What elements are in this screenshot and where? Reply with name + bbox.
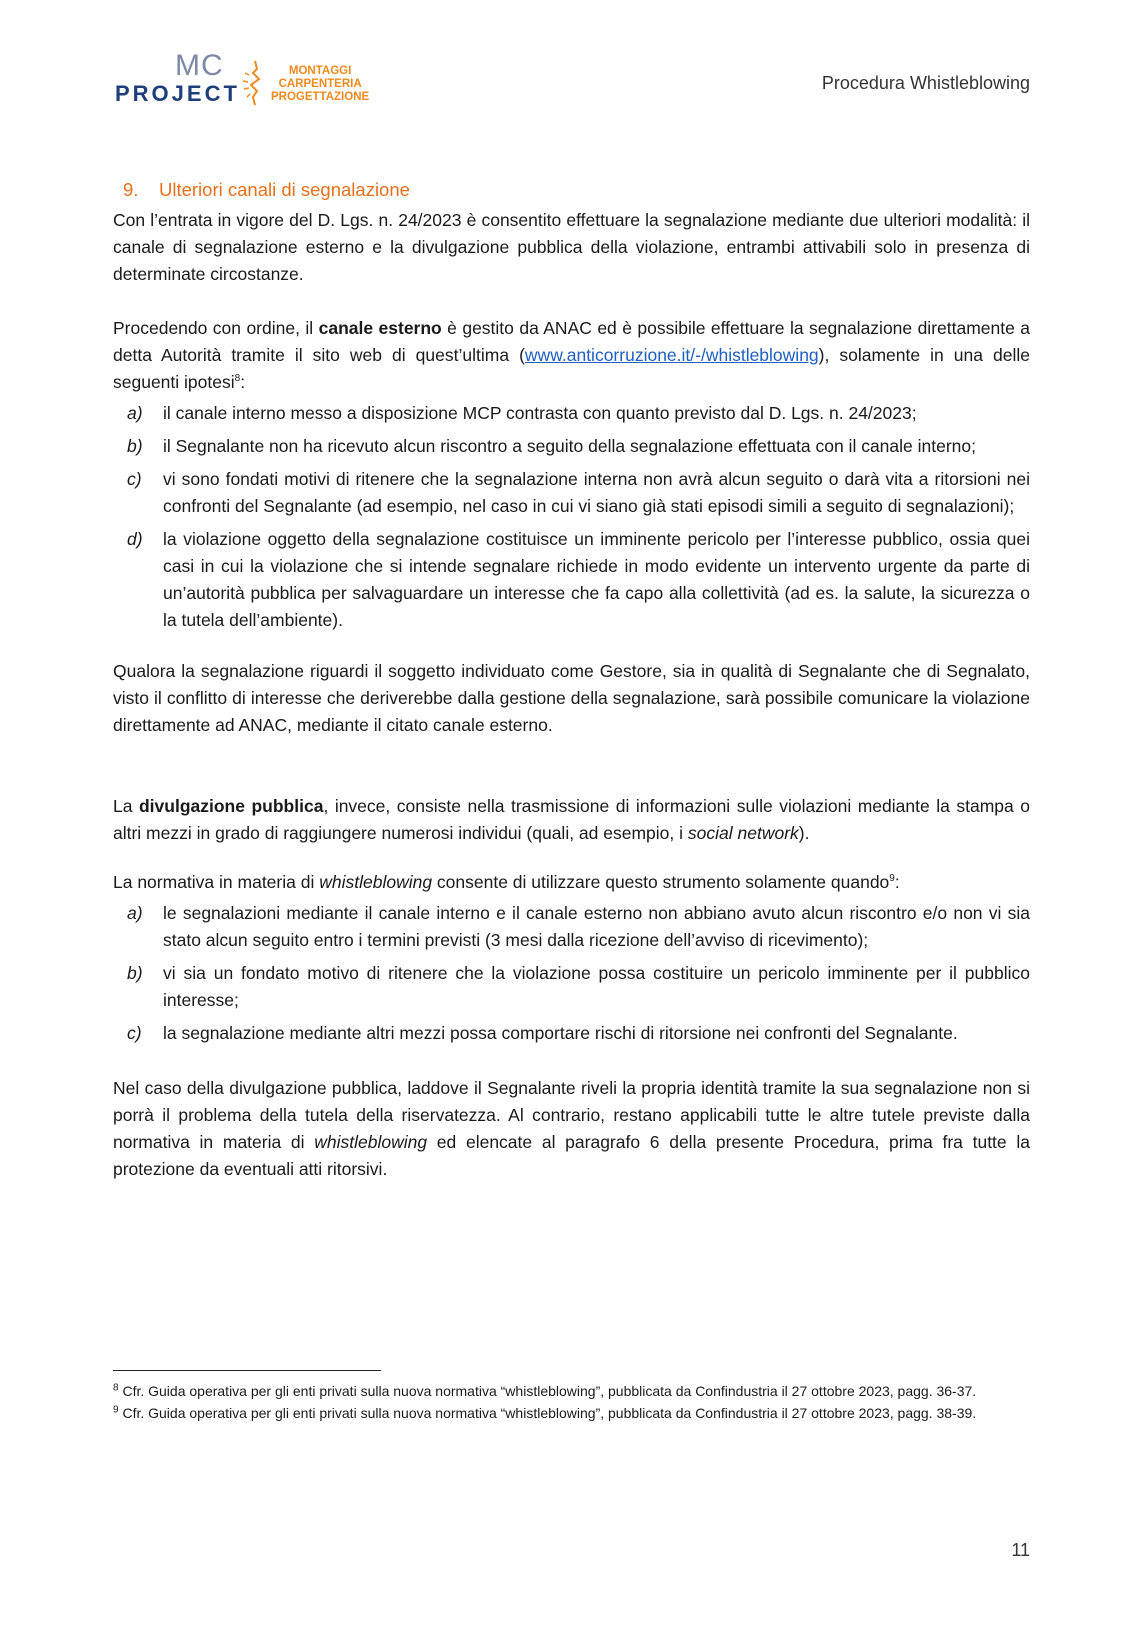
list-item: d) la violazione oggetto della segnalazione costituisce un imminente pericolo per l’interesse pubblico, ossia quei casi in cui la violazione che si intende segnalare richiede in modo evidente un intervento urgente da parte di un’autorità pubblica per salvaguardare un interesse che fa capo alla collettività (ad es. la salute, la sicurezza o la tutela dell’ambiente). [127,529,1030,630]
footnote-divider [113,1370,381,1371]
paragraph-public-disclosure: La divulgazione pubblica, invece, consiste nella trasmissione di informazioni sulle violazioni mediante la stampa o altri mezzi in grado di raggiungere numerosi individui (quali, ad esempio, i social network). [113,796,1030,843]
list-item: a) le segnalazioni mediante il canale interno e il canale esterno non abbiano avuto alcun riscontro e/o non vi sia stato alcun seguito entro i termini previsti (3 mesi dalla ricezione dell’avviso di ricevimento); [127,903,1030,950]
public-disclosure-list [113,900,1030,1047]
section-number: 9. [123,179,139,200]
external-channel-list [113,400,1030,634]
gear-sparks-icon [235,59,275,107]
paragraph-conflict: Qualora la segnalazione riguardi il soggetto individuato come Gestore, sia in qualità di Segnalante che di Segnalato, visto il conflitto di interesse che deriverebbe dalla gestione della segnalazione, sarà possibile comunicare la violazione direttamente ad ANAC, mediante il citato canale esterno. [113,661,1030,735]
document-title: Procedura Whistleblowing [821,73,1030,93]
logo-mc-text: MC [175,49,224,82]
paragraph-normativa: La normativa in materia di whistleblowing consente di utilizzare questo strumento solamente quando$^9$: [113,872,900,892]
company-logo [113,49,383,111]
page-number: 11 [1011,1540,1030,1560]
list-item: c) la segnalazione mediante altri mezzi possa comportare rischi di ritorsione nei confronti del Segnalante. [127,1023,958,1043]
section-title: Ulteriori canali di segnalazione [159,179,410,200]
list-item: b) il Segnalante non ha ricevuto alcun riscontro a seguito della segnalazione effettuata con il canale interno; [127,436,976,456]
footnotes [113,1380,1030,1424]
paragraph-external-channel: Procedendo con ordine, il canale esterno è gestito da ANAC ed è possibile effettuare la segnalazione direttamente a detta Autorità tramite il sito web di quest’ultima (www.anticorruzione.it/-/whistleblowing), solamente in una delle seguenti ipotesi$^8$: [113,318,1031,392]
logo-project-text: PROJECT [115,81,240,106]
paragraph-conclusion: Nel caso della divulgazione pubblica, laddove il Segnalante riveli la propria identità tramite la sua segnalazione non si porrà il problema della tutela della riservatezza. Al contrario, restano applicabili tutte le altre tutele previste dalla normativa in materia di whistleblowing ed elencate al paragrafo 6 della presente Procedura, prima fra tutte la protezione da eventuali atti ritorsivi. [113,1078,1030,1179]
list-item: c) vi sono fondati motivi di ritenere che la segnalazione interna non avrà alcun seguito o darà vita a ritorsioni nei confronti del Segnalante (ad esempio, nel caso in cui vi siano già stati episodi simili a seguito di segnalazioni); [127,469,1030,516]
logo-tagline: MONTAGGI CARPENTERIA PROGETTAZIONE [271,65,370,103]
footnote-9: $^9$ Cfr. Guida operativa per gli enti privati sulla nuova normativa “whistleblowing”, pubblicata da Confindustria il 27 ottobre 2023, pagg. 38-39. [113,1404,977,1421]
section-heading [113,176,1030,203]
list-item: b) vi sia un fondato motivo di ritenere che la violazione possa costituire un pericolo imminente per il pubblico interesse; [127,963,1030,1010]
footnote-ref-8: 8 [234,373,241,385]
footnote-ref-9: 9 [889,873,895,885]
anac-link[interactable]: www.anticorruzione.it/-/whistleblowing [524,345,819,365]
paragraph-intro: Con l’entrata in vigore del D. Lgs. n. 24/2023 è consentito effettuare la segnalazione mediante due ulteriori modalità: il canale di segnalazione esterno e la divulgazione pubblica della violazione, entrambi attivabili solo in presenza di determinate circostanze. [113,210,1030,284]
list-item: a) il canale interno messo a disposizione MCP contrasta con quanto previsto dal D. Lgs. n. 24/2023; [127,403,917,423]
document-body [113,176,1030,1183]
footnote-8: $^8$ Cfr. Guida operativa per gli enti privati sulla nuova normativa “whistleblowing”, pubblicata da Confindustria il 27 ottobre 2023, pagg. 36-37. [113,1382,977,1399]
